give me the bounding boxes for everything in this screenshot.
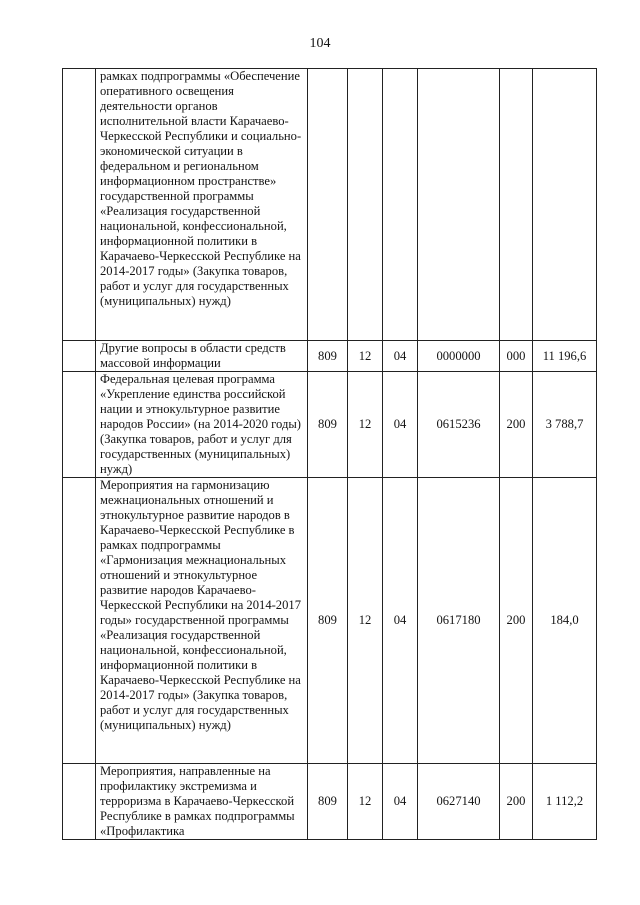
section-code-cell: 12 — [348, 764, 383, 840]
row-name-cell — [96, 764, 308, 840]
ministry-code-cell: 809 — [308, 341, 348, 372]
ministry-code-cell: 809 — [308, 478, 348, 764]
subsection-code-cell: 04 — [383, 372, 418, 478]
section-code-cell: 12 — [348, 341, 383, 372]
amount-cell — [533, 69, 597, 341]
row-name-cell — [96, 341, 308, 372]
table-row — [63, 372, 597, 478]
row-number-cell — [63, 478, 96, 764]
row-name-text: Федеральная целевая программа «Укрепление единства российской нации и этнокультурное развитие народов России» (на 2014-2020 годы) (Закупка товаров, работ и услуг для государственных (муниципальных) нужд) — [100, 372, 302, 476]
row-name-text: рамках подпрограммы «Обеспечение оперативного освещения деятельности органов исполнительной власти Карачаево-Черкесской Республики и социально-экономической ситуации в федеральном и региональном информационном пространстве» государственной программы «Реализация государственной национальной, конфессиональной, информационной политики в Карачаево-Черкесской Республике на 2014-2017 годы» (Закупка товаров, работ и услуг для государственных (муниципальных) нужд) — [100, 69, 302, 308]
ministry-code-cell: 809 — [308, 764, 348, 840]
target-article-cell: 0627140 — [418, 764, 500, 840]
row-name-text: Мероприятия на гармонизацию межнациональных отношений и этнокультурное развитие народов в Карачаево-Черкесской Республике в рамках подпрограммы «Гармонизация межнациональных отношений и этнокультурное развитие народов Карачаево-Черкесской Республики на 2014-2017 годы» государственной программы «Реализация государственной национальной, конфессиональной, информационной политики в Карачаево-Черкесской Республике на 2014-2017 годы» (Закупка товаров, работ и услуг для государственных (муниципальных) нужд) — [100, 478, 301, 732]
ministry-code-cell: 809 — [308, 372, 348, 478]
row-number-cell — [63, 69, 96, 341]
target-article-cell — [418, 69, 500, 341]
amount-cell: 184,0 — [533, 478, 597, 764]
section-code-cell — [348, 69, 383, 341]
amount-cell: 11 196,6 — [533, 341, 597, 372]
subsection-code-cell: 04 — [383, 341, 418, 372]
table-row — [63, 478, 597, 764]
table-row — [63, 341, 597, 372]
amount-cell: 1 112,2 — [533, 764, 597, 840]
row-name-text: Мероприятия, направленные на профилактику экстремизма и терроризма в Карачаево-Черкесской Республике в рамках подпрограммы «Профилактика — [100, 764, 295, 838]
table-row — [63, 69, 597, 341]
row-name-cell — [96, 69, 308, 341]
ministry-code-cell — [308, 69, 348, 341]
subsection-code-cell: 04 — [383, 478, 418, 764]
row-number-cell — [63, 764, 96, 840]
row-name-cell — [96, 478, 308, 764]
row-name-text: Другие вопросы в области средств массовой информации — [100, 341, 286, 370]
section-code-cell: 12 — [348, 478, 383, 764]
expense-type-cell: 200 — [500, 478, 533, 764]
amount-cell: 3 788,7 — [533, 372, 597, 478]
budget-table — [62, 68, 597, 840]
page-number: 104 — [309, 36, 331, 51]
row-name-cell — [96, 372, 308, 478]
expense-type-cell: 200 — [500, 372, 533, 478]
section-code-cell: 12 — [348, 372, 383, 478]
subsection-code-cell — [383, 69, 418, 341]
target-article-cell: 0000000 — [418, 341, 500, 372]
expense-type-cell — [500, 69, 533, 341]
expense-type-cell: 000 — [500, 341, 533, 372]
row-number-cell — [63, 341, 96, 372]
target-article-cell: 0615236 — [418, 372, 500, 478]
target-article-cell: 0617180 — [418, 478, 500, 764]
subsection-code-cell: 04 — [383, 764, 418, 840]
table-row — [63, 764, 597, 840]
expense-type-cell: 200 — [500, 764, 533, 840]
row-number-cell — [63, 372, 96, 478]
